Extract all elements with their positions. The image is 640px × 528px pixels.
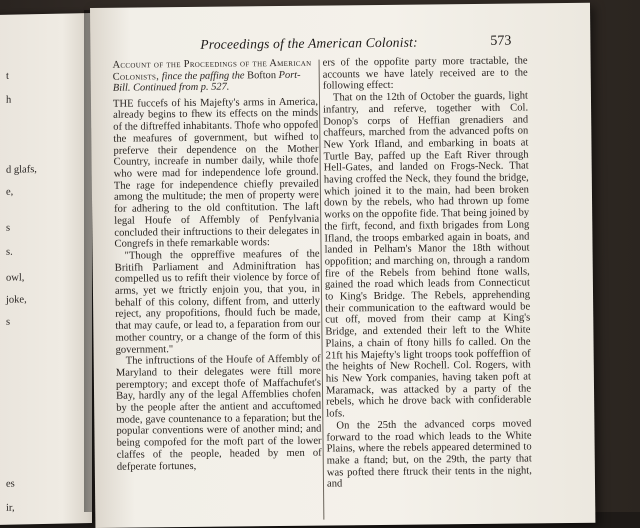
- heading-continued: Port-Bill. Continued from p. 527.: [112, 69, 301, 94]
- paragraph: [326, 418, 532, 490]
- left-fragment: s.: [6, 246, 13, 258]
- left-fragment: d glafs,: [6, 164, 37, 176]
- running-head: Proceedings of the American Colonist:: [200, 34, 418, 52]
- left-fragment: ir,: [6, 502, 15, 514]
- heading-title: Account of the Proceedings of the American Colonists,: [112, 57, 312, 83]
- heading-since: fince the paffing the: [161, 69, 245, 82]
- paragraph: [115, 249, 321, 356]
- left-fragment: s: [6, 222, 11, 234]
- heading-boston: Bofton: [247, 69, 277, 81]
- left-page: [0, 13, 92, 525]
- left-fragment: owl,: [6, 272, 25, 284]
- right-column: [323, 55, 533, 490]
- paragraph-text: On the 25th the advanced corps moved forward to the road which leads to the White Plains, where the rebels appeared determined to make a ftand; but, on the 29th, the party that was pofted there ftruck their tents in the night, and: [326, 418, 532, 490]
- article-heading: [113, 58, 318, 95]
- left-fragment: e,: [6, 186, 14, 198]
- left-fragment: joke,: [6, 294, 27, 306]
- paragraph-text: That on the 12th of October the guards, light infantry, and referve, together with Col. Donop's corps of Heffian grenadiers and chaffeurs, marched from the advanced pofts on New York Ifland, and embarking in boats at Turtle Bay, paffed up the Eaft River through Hell-Gates, and landed on Frogs-Neck. That having croffed the Neck, they found the bridge, which joined it to the main, had been broken down by the rebels, who had thrown up fome works on the oppofite fide. That being joined by the firft, fecond, and fixth brigades from Long Ifland, the troops embarked again in boats, and landed in Pelham's Manor the 18th without oppofition; and marching on, through a random fire of the Rebels from behind ftone walls, gained the road which leads from Connecticut to King's Bridge. The Rebels, apprehending their communication to the eaftward would be cut off, moved from their camp at King's Bridge, and extended their left to the White Plains, a chain of ftony hills fo called. On the 21ft his Majefty's light troops took poffeffion of the heights of New Rochell. Col. Rogers, with his New York companies, having taken poft at Maramack, was attacked by a party of the rebels, which he drove back with confiderable lofs.: [323, 90, 532, 420]
- paragraph: [113, 96, 320, 250]
- right-page: [90, 3, 595, 528]
- paragraph-text: The inftructions of the Houfe of Affembly of Maryland to their delegates were ftill more peremptory; and except thofe of Maffachufet's Bay, hardly any of the legal Affemblies chofen by the people after the antient and accuftomed mode, gave countenance to a feparation; but the popular conventions were of another mind; and being compofed for the moft part of the lower claffes of the people, headed by men of defperate fortunes,: [115, 353, 322, 473]
- left-fragment: t: [6, 70, 9, 82]
- paragraph-text: "Though the oppreffive meafures of the Britifh Parliament and Adminiftration has compelled us to refift their violence by force of arms, yet we ftrictly enjoin you, that you, in behalf of this colony, diffent from, and utterly reject, any propofitions, fhould fuch be made, that may caufe, or lead to, a feparation from our mother country, or a change of the form of this government.": [114, 248, 321, 356]
- paragraph: [116, 354, 322, 473]
- left-column: [113, 58, 322, 473]
- paragraph: [323, 55, 528, 92]
- left-fragment: h: [6, 94, 12, 106]
- paragraph-text: THE fuccefs of his Majefty's arms in America, already begins to fhew its effects on the minds of the diftreffed inhabitants. Thofe who oppofed the meafures of government, but wifhed to preferve their dependence on the Mother Country, increafe in number daily, while thofe who were mad for independence lofe ground. The rage for independence chiefly prevailed among the multitude; the men of property were for adhering to the old conftitution. The laft legal Houfe of Affembly of Penfylvania concluded their inftructions to their delegates in Congrefs in thefe remarkable words:: [112, 96, 320, 250]
- paragraph: [323, 91, 531, 421]
- left-fragment: s: [6, 316, 11, 328]
- page-number: 573: [490, 33, 512, 49]
- paragraph-text: ers of the oppofite party more tractable, the accounts we have lately received are to the following effect:: [322, 55, 528, 92]
- left-fragment: es: [6, 478, 15, 490]
